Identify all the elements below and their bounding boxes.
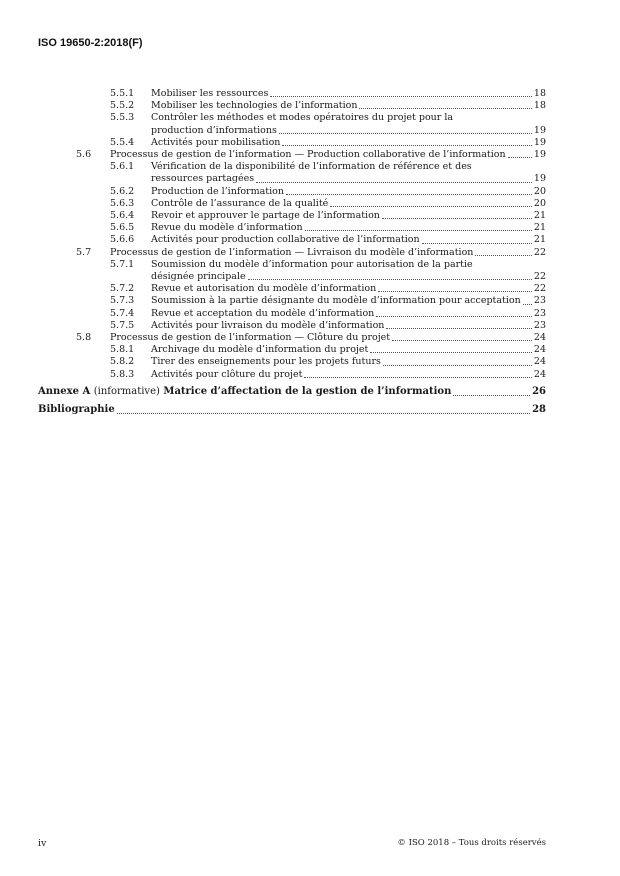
leader-dots: [305, 230, 532, 231]
leader-dots: [256, 182, 532, 183]
toc-entry-page: 21: [533, 222, 546, 234]
leader-dots: [475, 255, 531, 256]
toc-entry-5-6-6[interactable]: [38, 234, 546, 246]
toc-entry-title: Revoir et approuver le partage de l’information: [151, 210, 380, 222]
toc-entry-number: 5.8.3: [110, 368, 135, 380]
toc-entry-5-8-2[interactable]: [38, 356, 546, 368]
toc-entry-title: Mobiliser les technologies de l’information: [151, 100, 358, 112]
annex-qualifier: (informative): [93, 385, 160, 397]
toc-entry-5-7-4[interactable]: [38, 308, 546, 320]
toc-entry-5-8-3[interactable]: [38, 369, 546, 381]
toc-entry-5-7-5[interactable]: [38, 320, 546, 332]
toc-entry-number: 5.8.1: [110, 344, 135, 356]
leader-dots: [330, 206, 532, 207]
toc-entry-5-6-2[interactable]: [38, 186, 546, 198]
toc-entry-number: 5.5.2: [110, 100, 135, 112]
toc-entry-title: Mobiliser les ressources: [151, 88, 269, 99]
toc-entry-page: 24: [533, 368, 546, 380]
toc-entry-title: Activités pour livraison du modèle d’information: [151, 319, 385, 331]
toc-entry-number: 5.7.1: [110, 258, 135, 270]
leader-dots: [279, 133, 532, 134]
toc-entry-title: Production de l’information: [151, 185, 284, 197]
toc-entry-5-7-2[interactable]: [38, 283, 546, 295]
toc-entry-title: Processus de gestion de l’information — Livraison du modèle d’information: [110, 246, 474, 258]
toc-entry-number: 5.7.4: [110, 307, 135, 319]
toc-entry-number: 5.8: [76, 332, 92, 344]
annex-label: Annexe A: [38, 385, 91, 397]
toc-entry-5-8[interactable]: [38, 332, 546, 344]
toc-entry-page: 20: [533, 185, 546, 197]
toc-entry-5-8-1[interactable]: [38, 344, 546, 356]
toc-entry-title: Activités pour production collaborative de l’information: [151, 234, 420, 246]
toc-entry-page: 24: [533, 356, 546, 368]
toc-entry-5-6-1[interactable]: [38, 161, 546, 185]
toc-entry-number: 5.7.3: [110, 295, 135, 307]
toc-entry-title: Activités pour mobilisation: [151, 136, 281, 148]
toc-entry-page: 23: [533, 319, 546, 331]
toc-entry-title-line2: désignée principale: [151, 271, 246, 283]
toc-entry-number: 5.6.4: [110, 210, 135, 222]
toc-entry-number: 5.7: [76, 246, 92, 258]
toc-entry-title: Revue et autorisation du modèle d’information: [151, 283, 377, 295]
toc-entry-title: Contrôle de l’assurance de la qualité: [151, 197, 329, 209]
toc-entry-title: Bibliographie: [38, 403, 115, 415]
leader-dots: [304, 377, 532, 378]
toc-entry-5-5-2[interactable]: [38, 100, 546, 112]
toc-entry-page: 19: [533, 124, 546, 136]
toc-entry-number: 5.8.2: [110, 356, 135, 368]
toc-entry-page: 19: [533, 136, 546, 148]
toc-entry-title: Revue et acceptation du modèle d’information: [151, 307, 375, 319]
toc-entry-title: Revue du modèle d’information: [151, 222, 303, 234]
toc-entry-page: 22: [533, 271, 546, 283]
toc-entry-page: 23: [533, 307, 546, 319]
toc-entry-number: 5.7.2: [110, 283, 135, 295]
toc-entry-title-line2: production d’informations: [151, 124, 277, 136]
toc-entry-5-7-1[interactable]: [38, 259, 546, 283]
leader-dots: [508, 157, 532, 158]
toc-entry-title-line1: Contrôler les méthodes et modes opératoires du projet pour la: [151, 112, 454, 124]
copyright-notice: © ISO 2018 – Tous droits réservés: [397, 838, 546, 848]
leader-dots: [523, 304, 532, 305]
toc-entry-page: 24: [533, 344, 546, 356]
toc-entry-5-5-3[interactable]: [38, 112, 546, 136]
leader-dots: [376, 316, 532, 317]
toc-entry-page: 19: [533, 173, 546, 185]
leader-dots: [370, 352, 532, 353]
toc-entry-5-5-1[interactable]: [38, 88, 546, 100]
toc-entry-title: Tirer des enseignements pour les projets futurs: [151, 356, 381, 368]
leader-dots: [117, 413, 530, 414]
toc-entry-page: 28: [532, 403, 546, 415]
toc-entry-title-line1: Vérification de la disponibilité de l’information de référence et des: [151, 161, 472, 173]
toc-entry-page: 26: [532, 385, 546, 397]
toc-entry-5-6[interactable]: [38, 149, 546, 161]
toc-entry-page: 21: [533, 210, 546, 222]
toc-entry-number: 5.5.4: [110, 136, 135, 148]
leader-dots: [383, 365, 532, 366]
toc-entry-bibliographie[interactable]: [38, 403, 546, 417]
toc-entry-title: Processus de gestion de l’information — Production collaborative de l’information: [110, 149, 506, 161]
document-id: ISO 19650-2:2018(F): [38, 37, 143, 49]
toc-entry-page: 20: [533, 197, 546, 209]
toc-entry-5-6-4[interactable]: [38, 210, 546, 222]
page-number: iv: [38, 838, 47, 849]
toc-entry-title: Soumission à la partie désignante du modèle d’information pour acceptation: [151, 295, 521, 307]
toc-entry-title-line2: ressources partagées: [151, 173, 255, 185]
leader-dots: [359, 108, 531, 109]
leader-dots: [422, 243, 532, 244]
toc-entry-page: 23: [533, 295, 546, 307]
toc-entry-annex-a[interactable]: [38, 385, 546, 399]
leader-dots: [392, 340, 532, 341]
toc-entry-title: Processus de gestion de l’information — Clôture du projet: [110, 332, 391, 344]
leader-dots: [382, 218, 532, 219]
toc-entry-5-5-4[interactable]: [38, 137, 546, 149]
annex-title: Matrice d’affectation de la gestion de l’information: [163, 385, 452, 397]
toc-entry-number: 5.6: [76, 149, 92, 161]
leader-dots: [378, 291, 532, 292]
toc-entry-5-7-3[interactable]: [38, 295, 546, 307]
toc-entry-5-7[interactable]: [38, 247, 546, 259]
table-of-contents: [38, 88, 546, 417]
toc-entry-5-6-3[interactable]: [38, 198, 546, 210]
leader-dots: [453, 395, 530, 396]
toc-entry-title-line1: Soumission du modèle d’information pour autorisation de la partie: [151, 258, 473, 270]
toc-entry-number: 5.6.3: [110, 197, 135, 209]
leader-dots: [248, 279, 532, 280]
toc-entry-number: 5.6.2: [110, 185, 135, 197]
toc-entry-title: Activités pour clôture du projet: [151, 368, 303, 380]
toc-entry-number: 5.5.3: [110, 112, 135, 124]
toc-entry-number: 5.6.5: [110, 222, 135, 234]
leader-dots: [386, 328, 531, 329]
toc-entry-number: 5.5.1: [110, 88, 135, 99]
toc-entry-number: 5.6.1: [110, 161, 135, 173]
toc-entry-number: 5.6.6: [110, 234, 135, 246]
toc-entry-page: 22: [533, 283, 546, 295]
toc-entry-page: 18: [533, 100, 546, 112]
toc-entry-5-6-5[interactable]: [38, 222, 546, 234]
toc-entry-page: 22: [533, 246, 546, 258]
toc-entry-page: 21: [533, 234, 546, 246]
toc-entry-page: 24: [533, 332, 546, 344]
toc-entry-title: Archivage du modèle d’information du projet: [151, 344, 369, 356]
leader-dots: [286, 194, 532, 195]
leader-dots: [270, 96, 532, 97]
toc-entry-page: 19: [533, 149, 546, 161]
leader-dots: [282, 145, 531, 146]
toc-entry-number: 5.7.5: [110, 319, 135, 331]
toc-entry-page: 18: [533, 88, 546, 99]
